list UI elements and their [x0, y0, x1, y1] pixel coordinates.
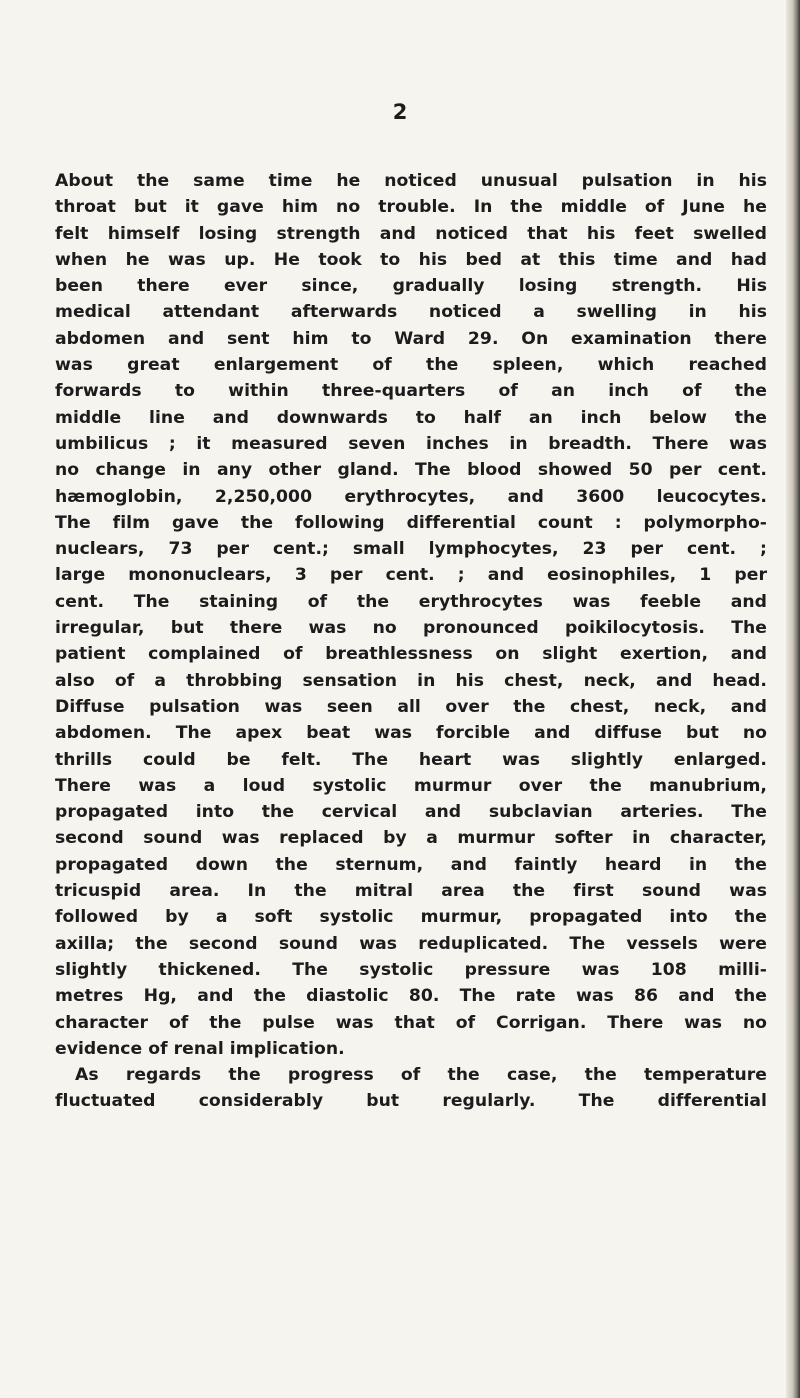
text-line: followed by a soft systolic murmur, propagated into the	[55, 907, 767, 928]
text-line: propagated into the cervical and subclavian arteries. The	[55, 802, 767, 823]
text-line: felt himself losing strength and noticed that his feet swelled	[55, 223, 767, 244]
text-line: thrills could be felt. The heart was slightly enlarged.	[55, 749, 767, 770]
text-line: slightly thickened. The systolic pressure was 108 milli-	[55, 959, 767, 980]
text-line: propagated down the sternum, and faintly heard in the	[55, 854, 767, 875]
page-edge-shadow	[786, 0, 800, 1398]
text-line: been there ever since, gradually losing strength. His	[55, 276, 767, 297]
text-line: also of a throbbing sensation in his chest, neck, and head.	[55, 670, 767, 691]
text-line: throat but it gave him no trouble. In the middle of June he	[55, 197, 767, 218]
text-line: abdomen and sent him to Ward 29. On examination there	[55, 328, 767, 349]
text-line: evidence of renal implication.	[55, 1038, 345, 1059]
text-line: no change in any other gland. The blood showed 50 per cent.	[55, 460, 767, 481]
text-line: cent. The staining of the erythrocytes was feeble and	[55, 591, 767, 612]
text-line: umbilicus ; it measured seven inches in breadth. There was	[55, 433, 767, 454]
text-line: character of the pulse was that of Corrigan. There was no	[55, 1012, 767, 1033]
text-line: Diffuse pulsation was seen all over the chest, neck, and	[55, 696, 767, 717]
text-line: metres Hg, and the diastolic 80. The rate was 86 and the	[55, 986, 767, 1007]
text-line: was great enlargement of the spleen, which reached	[55, 355, 767, 376]
text-line: forwards to within three-quarters of an inch of the	[55, 381, 767, 402]
text-line: fluctuated considerably but regularly. The differential	[55, 1091, 767, 1112]
text-line: As regards the progress of the case, the temperature	[75, 1065, 767, 1086]
text-line: medical attendant afterwards noticed a swelling in his	[55, 302, 767, 323]
text-line: nuclears, 73 per cent.; small lymphocytes, 23 per cent. ;	[55, 539, 767, 560]
text-line: The film gave the following differential count : polymorpho-	[55, 512, 767, 533]
text-line: second sound was replaced by a murmur softer in character,	[55, 828, 767, 849]
text-line: There was a loud systolic murmur over the manubrium,	[55, 775, 767, 796]
text-line: irregular, but there was no pronounced poikilocytosis. The	[55, 618, 767, 639]
page-number: 2	[392, 100, 408, 124]
text-line: patient complained of breathlessness on slight exertion, and	[55, 644, 767, 665]
text-line: when he was up. He took to his bed at this time and had	[55, 249, 767, 270]
text-line: hæmoglobin, 2,250,000 erythrocytes, and 3600 leucocytes.	[55, 486, 767, 507]
text-line: axilla; the second sound was reduplicated. The vessels were	[55, 933, 767, 954]
text-line: About the same time he noticed unusual pulsation in his	[55, 171, 767, 191]
text-line: abdomen. The apex beat was forcible and diffuse but no	[55, 723, 767, 744]
text-line: middle line and downwards to half an inch below the	[55, 407, 767, 428]
body-text	[55, 168, 767, 1115]
text-line: tricuspid area. In the mitral area the first sound was	[55, 881, 767, 902]
text-line: large mononuclears, 3 per cent. ; and eosinophiles, 1 per	[55, 565, 767, 586]
